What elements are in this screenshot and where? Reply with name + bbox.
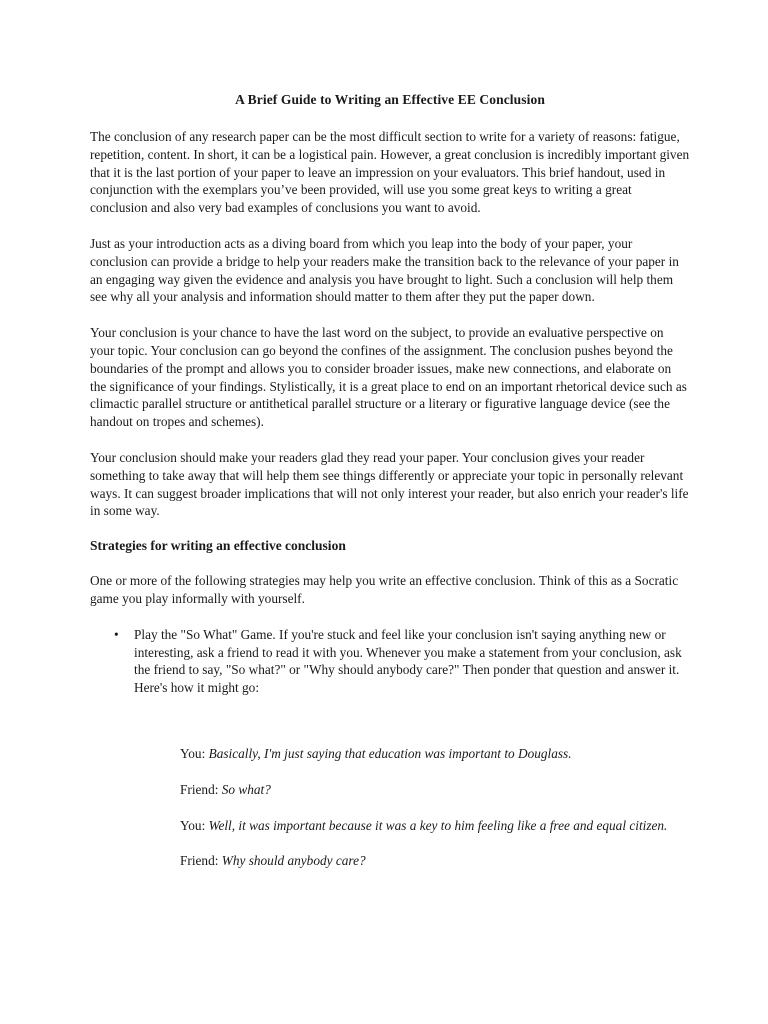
dialogue-quote: Basically, I'm just saying that education was important to Douglass. <box>208 745 572 761</box>
dialogue-line <box>180 817 690 835</box>
dialogue-line <box>180 745 690 763</box>
dialogue-quote: Well, it was important because it was a key to him feeling like a free and equal citizen. <box>208 817 668 833</box>
document-title: A Brief Guide to Writing an Effective EE Conclusion <box>235 92 545 107</box>
dialogue-quote: Why should anybody care? <box>221 853 366 869</box>
strategies-heading: Strategies for writing an effective conclusion <box>90 538 346 554</box>
strategies-intro: One or more of the following strategies may help you write an effective conclusion. Think of this as a Socratic game you play informally with yourself. <box>90 573 679 606</box>
dialogue-quote: So what? <box>221 781 271 797</box>
dialogue-example <box>90 745 690 870</box>
dialogue-line <box>180 781 690 799</box>
dialogue-speaker: You: <box>180 817 209 833</box>
paragraph-last-word: Your conclusion is your chance to have the last word on the subject, to provide an evaluative perspective on your topic. Your conclusion can go beyond the confines of the assignment. The conclusion pushes beyond the boundaries of the prompt and allows you to consider broader issues, make new connections, and elaborate on the significance of your findings. Stylistically, it is a great place to end on an important rhetorical device such as climactic parallel structure or antithetical parallel structure or a literary or figurative language device (see the handout on tropes and schemes). <box>90 325 687 430</box>
bullet-text: Play the "So What" Game. If you're stuck and feel like your conclusion isn't saying anything new or interesting, ask a friend to read it with you. Whenever you make a statement from your conclusion, ask the friend to say, "So what?" or "Why should anybody care?" Then ponder that question and answer it. Here's how it might go: <box>134 626 682 696</box>
paragraph-glad: Your conclusion should make your readers glad they read your paper. Your conclusion gives your reader something to take away that will help them see things differently or appreciate your topic in personally relevant ways. It can suggest broader implications that will not only interest your reader, but also enrich your reader's life in some way. <box>90 449 689 519</box>
paragraph-intro: The conclusion of any research paper can be the most difficult section to write for a variety of reasons: fatigue, repetition, content. In short, it can be a logistical pain. However, a great conclusion is incredibly important given that it is the last portion of your paper to leave an impression on your evaluators. This brief handout, used in conjunction with the exemplars you’ve been provided, will use you some great keys to writing a great conclusion and also very bad examples of conclusions you want to avoid. <box>90 129 690 216</box>
dialogue-speaker: You: <box>180 745 209 761</box>
strategies-list <box>90 626 690 697</box>
bullet-icon: • <box>114 626 119 642</box>
dialogue-speaker: Friend: <box>180 781 222 797</box>
document-page <box>90 92 690 888</box>
dialogue-line <box>180 852 690 870</box>
list-item <box>90 626 690 697</box>
paragraph-bridge: Just as your introduction acts as a diving board from which you leap into the body of your paper, your conclusion can provide a bridge to help your readers make the transition back to the relevance of your paper in an engaging way given the evidence and analysis you have brought to light. Such a conclusion will help them see why all your analysis and information should matter to them after they put the paper down. <box>90 235 679 305</box>
dialogue-speaker: Friend: <box>180 853 222 869</box>
